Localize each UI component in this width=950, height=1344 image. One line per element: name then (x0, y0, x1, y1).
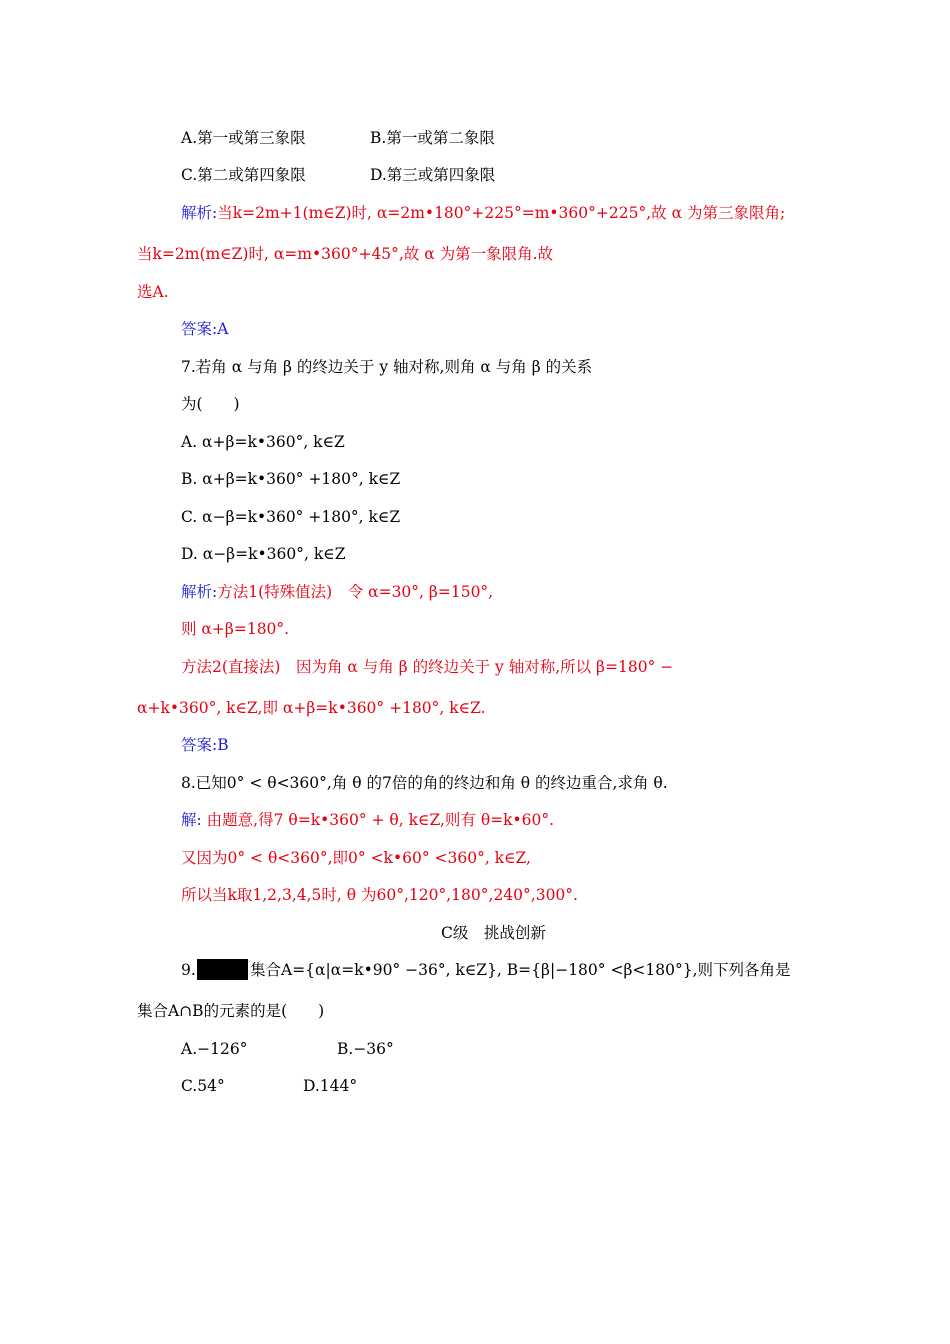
q6-answer: A (217, 320, 229, 338)
q8-solution-text-1: 由题意,得7 θ=k•360° + θ, k∈Z,则有 θ=k•60°. (206, 811, 555, 829)
q6-option-d: D.第三或第四象限 (370, 166, 496, 184)
q8-solution-line-1 (181, 810, 554, 830)
q9-stem-line-1: 集合A={α|α=k•90° −36°, k∈Z}, B={β|−180° <β<180°},则下列各角是 (250, 961, 791, 979)
q6-analysis-line-3: 选A. (137, 283, 169, 301)
q7-option-b: B. α+β=k•360° +180°, k∈Z (181, 470, 401, 488)
q6-answer-line (181, 319, 228, 339)
redaction-block (197, 959, 248, 980)
q7-option-a: A. α+β=k•360°, k∈Z (181, 433, 345, 451)
q6-answer-label: 答案: (181, 320, 218, 338)
q7-stem-line-2: 为( ) (181, 395, 240, 413)
q7-answer-line (181, 735, 229, 755)
q6-option-b: B.第一或第二象限 (370, 129, 495, 147)
q8-solution-line-2: 又因为0° < θ<360°,即0° <k•60° <360°, k∈Z, (181, 849, 531, 867)
q7-analysis-line-4: α+k•360°, k∈Z,即 α+β=k•360° +180°, k∈Z. (137, 699, 486, 717)
q7-answer-label: 答案: (181, 736, 218, 754)
q7-answer: B (217, 736, 229, 754)
q7-option-d: D. α−β=k•360°, k∈Z (181, 545, 346, 563)
q6-analysis-line-2: 当k=2m(m∈Z)时, α=m•360°+45°,故 α 为第一象限角.故 (137, 245, 554, 263)
q7-analysis-text-1: 方法1(特殊值法) 令 α=30°, β=150°, (217, 583, 494, 601)
q7-stem-line-1: 7.若角 α 与角 β 的终边关于 y 轴对称,则角 α 与角 β 的关系 (181, 358, 593, 376)
q9-option-a: A.−126° (181, 1040, 248, 1058)
q9-number: 9. (181, 961, 196, 979)
q7-option-c: C. α−β=k•360° +180°, k∈Z (181, 508, 401, 526)
q6-analysis-line-1 (181, 203, 785, 223)
q9-stem-line-2: 集合A∩B的元素的是( ) (137, 1002, 325, 1020)
q7-analysis-line-3: 方法2(直接法) 因为角 α 与角 β 的终边关于 y 轴对称,所以 β=180° − (181, 658, 674, 676)
q8-solution-label: 解: (181, 811, 202, 829)
q9-option-b: B.−36° (337, 1040, 394, 1058)
section-heading: C级 挑战创新 (441, 924, 546, 942)
q8-solution-line-3: 所以当k取1,2,3,4,5时, θ 为60°,120°,180°,240°,300°. (181, 886, 578, 904)
q7-analysis-line-1 (181, 582, 493, 602)
q8-stem: 8.已知0° < θ<360°,角 θ 的7倍的角的终边和角 θ 的终边重合,求角 θ. (181, 774, 668, 792)
q6-analysis-text-1: 当k=2m+1(m∈Z)时, α=2m•180°+225°=m•360°+225°,故 α 为第三象限角; (217, 204, 786, 222)
q9-option-d: D.144° (303, 1077, 358, 1095)
q6-analysis-label: 解析: (181, 204, 218, 222)
q9-option-c: C.54° (181, 1077, 225, 1095)
q7-analysis-label: 解析: (181, 583, 218, 601)
q6-option-c: C.第二或第四象限 (181, 166, 306, 184)
q7-analysis-line-2: 则 α+β=180°. (181, 620, 290, 638)
q6-option-a: A.第一或第三象限 (181, 129, 306, 147)
